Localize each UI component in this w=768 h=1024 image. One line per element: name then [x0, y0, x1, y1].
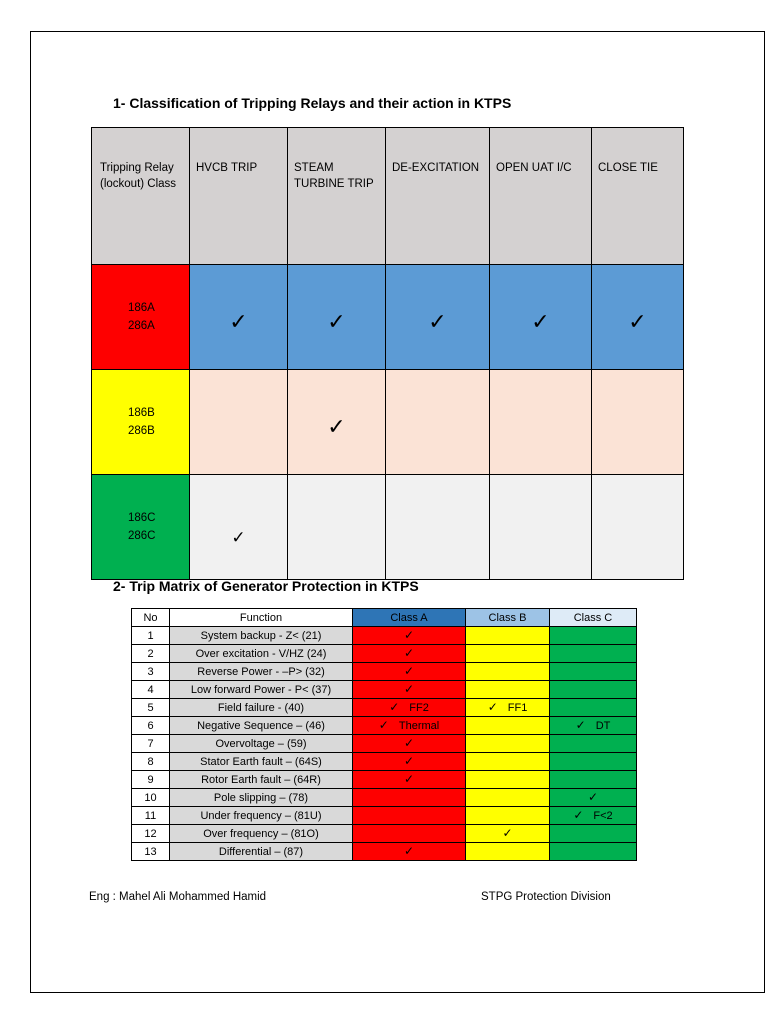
class-b-cell [466, 699, 550, 717]
table1-row-class-c [92, 475, 684, 580]
class-c-cell [550, 753, 637, 771]
class-c-cell [550, 627, 637, 645]
col-header-hvcb-trip: HVCB TRIP [190, 128, 288, 265]
class-c-cell [550, 771, 637, 789]
col-header-open-uat: OPEN UAT I/C [490, 128, 592, 265]
trip-matrix-row [132, 771, 637, 789]
class-a-cell [353, 789, 466, 807]
class-a-note: FF2 [409, 702, 429, 714]
check-icon: ✓ [573, 808, 584, 822]
check-icon: ✓ [229, 309, 248, 334]
class-b-cell [466, 663, 550, 681]
check-icon: ✓ [575, 718, 586, 732]
row-number: 12 [132, 825, 170, 843]
class-b-cell [466, 843, 550, 861]
check-icon: ✓ [403, 646, 415, 660]
class-c-cell [550, 717, 637, 735]
col-header-function: Function [170, 609, 353, 627]
trip-matrix-row [132, 627, 637, 645]
check-cell [288, 265, 386, 370]
check-icon: ✓ [378, 718, 389, 732]
function-name: Low forward Power - P< (37) [170, 681, 353, 699]
footer-division: STPG Protection Division [481, 891, 611, 903]
function-name: Reverse Power - –P> (32) [170, 663, 353, 681]
class-c-note: F<2 [593, 810, 613, 822]
class-c-cell [550, 663, 637, 681]
function-name: Negative Sequence – (46) [170, 717, 353, 735]
check-cell [190, 370, 288, 475]
row-number: 10 [132, 789, 170, 807]
row-number: 1 [132, 627, 170, 645]
function-name: Overvoltage – (59) [170, 735, 353, 753]
check-icon: ✓ [231, 528, 246, 547]
check-icon: ✓ [327, 414, 346, 439]
check-icon: ✓ [628, 309, 647, 334]
check-cell [490, 370, 592, 475]
check-icon: ✓ [327, 309, 346, 334]
class-c-cell [550, 843, 637, 861]
function-name: Stator Earth fault – (64S) [170, 753, 353, 771]
trip-matrix-body [132, 627, 637, 861]
class-b-cell [466, 681, 550, 699]
row-number: 5 [132, 699, 170, 717]
row-number: 13 [132, 843, 170, 861]
class-b-note: FF1 [507, 702, 528, 714]
trip-matrix-header-row [132, 609, 637, 627]
section1-heading: 1- Classification of Tripping Relays and their action in KTPS [113, 95, 512, 111]
class-a-cell [353, 807, 466, 825]
class-label: 186A 286A [92, 265, 190, 370]
check-icon: ✓ [403, 664, 415, 678]
function-name: Pole slipping – (78) [170, 789, 353, 807]
class-b-cell [466, 807, 550, 825]
row-number: 4 [132, 681, 170, 699]
section2-heading: 2- Trip Matrix of Generator Protection in KTPS [113, 578, 419, 594]
function-name: Differential – (87) [170, 843, 353, 861]
class-a-cell [353, 753, 466, 771]
row-number: 6 [132, 717, 170, 735]
class-c-cell [550, 699, 637, 717]
trip-matrix-table [131, 608, 637, 861]
check-icon: ✓ [403, 844, 415, 858]
class-b-cell [466, 753, 550, 771]
check-cell [490, 265, 592, 370]
class-b-cell [466, 789, 550, 807]
function-name: Over frequency – (81O) [170, 825, 353, 843]
class-b-cell [466, 627, 550, 645]
check-icon: ✓ [531, 309, 550, 334]
check-icon: ✓ [403, 754, 415, 768]
row-number: 11 [132, 807, 170, 825]
trip-matrix-row [132, 825, 637, 843]
class-a-cell [353, 663, 466, 681]
row-number: 7 [132, 735, 170, 753]
class-a-cell [353, 681, 466, 699]
check-cell [386, 370, 490, 475]
check-icon: ✓ [403, 736, 415, 750]
class-a-cell [353, 699, 466, 717]
trip-matrix-row [132, 699, 637, 717]
check-icon: ✓ [403, 682, 415, 696]
check-icon: ✓ [502, 826, 513, 840]
class-label: 186B 286B [92, 370, 190, 475]
trip-matrix-row [132, 807, 637, 825]
class-a-cell [353, 627, 466, 645]
check-icon: ✓ [403, 628, 415, 642]
check-cell [386, 475, 490, 580]
trip-matrix-row [132, 663, 637, 681]
check-cell [288, 370, 386, 475]
class-a-cell [353, 825, 466, 843]
check-icon: ✓ [403, 772, 415, 786]
function-name: System backup - Z< (21) [170, 627, 353, 645]
trip-matrix-row [132, 753, 637, 771]
check-cell [592, 475, 684, 580]
check-icon: ✓ [487, 700, 498, 714]
class-a-cell [353, 843, 466, 861]
col-header-class-b: Class B [466, 609, 550, 627]
check-icon: ✓ [428, 309, 447, 334]
class-c-cell [550, 681, 637, 699]
col-header-class-c: Class C [550, 609, 637, 627]
tripping-relay-table [91, 127, 684, 580]
class-c-cell [550, 735, 637, 753]
row-number: 2 [132, 645, 170, 663]
trip-matrix-row [132, 735, 637, 753]
check-icon: ✓ [587, 790, 599, 804]
check-cell [592, 265, 684, 370]
class-c-cell [550, 645, 637, 663]
function-name: Field failure - (40) [170, 699, 353, 717]
class-a-cell [353, 735, 466, 753]
function-name: Rotor Earth fault – (64R) [170, 771, 353, 789]
check-cell [190, 265, 288, 370]
col-header-no: No [132, 609, 170, 627]
class-a-cell [353, 717, 466, 735]
col-header-class-a: Class A [353, 609, 466, 627]
col-header-steam-turbine-trip: STEAM TURBINE TRIP [288, 128, 386, 265]
check-cell [288, 475, 386, 580]
class-b-cell [466, 717, 550, 735]
class-b-cell [466, 645, 550, 663]
footer-author: Eng : Mahel Ali Mohammed Hamid [89, 891, 267, 903]
function-name: Over excitation - V/HZ (24) [170, 645, 353, 663]
class-c-note: DT [595, 720, 611, 732]
check-cell [592, 370, 684, 475]
check-icon: ✓ [389, 700, 400, 714]
class-b-cell [466, 735, 550, 753]
check-cell [190, 475, 288, 580]
row-number: 9 [132, 771, 170, 789]
table1-row-class-b [92, 370, 684, 475]
trip-matrix-row [132, 843, 637, 861]
col-header-close-tie: CLOSE TIE [592, 128, 684, 265]
trip-matrix-row [132, 789, 637, 807]
col-header-class: Tripping Relay (lockout) Class [92, 128, 190, 265]
trip-matrix-row [132, 645, 637, 663]
class-label: 186C 286C [92, 475, 190, 580]
table1-row-class-a [92, 265, 684, 370]
class-a-cell [353, 771, 466, 789]
class-a-cell [353, 645, 466, 663]
class-b-cell [466, 771, 550, 789]
class-c-cell [550, 807, 637, 825]
row-number: 3 [132, 663, 170, 681]
table1-header-row [92, 128, 684, 265]
class-c-cell [550, 825, 637, 843]
class-c-cell [550, 789, 637, 807]
col-header-de-excitation: DE-EXCITATION [386, 128, 490, 265]
trip-matrix-row [132, 717, 637, 735]
check-cell [490, 475, 592, 580]
check-cell [386, 265, 490, 370]
class-b-cell [466, 825, 550, 843]
row-number: 8 [132, 753, 170, 771]
trip-matrix-row [132, 681, 637, 699]
function-name: Under frequency – (81U) [170, 807, 353, 825]
class-a-note: Thermal [398, 720, 440, 732]
